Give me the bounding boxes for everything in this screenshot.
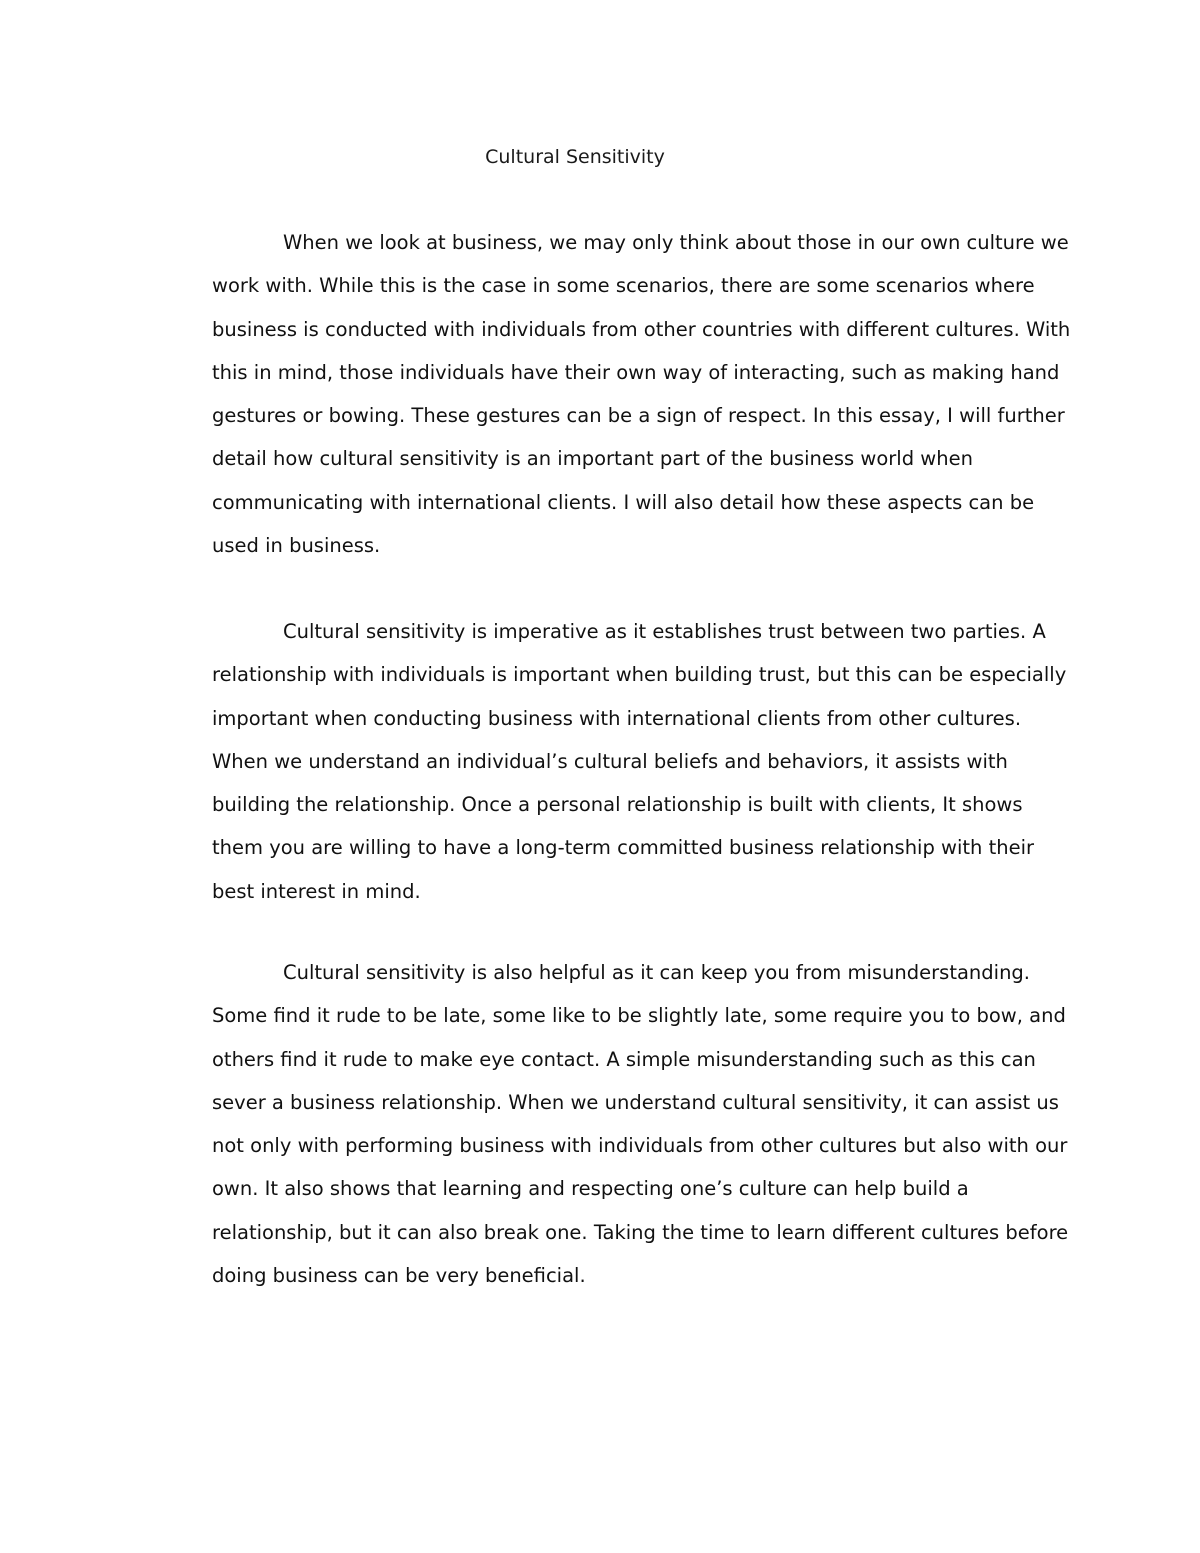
document-title: Cultural Sensitivity [485, 146, 665, 168]
paragraph-misunderstanding: Cultural sensitivity is also helpful as it can keep you from misunderstanding. Some find it rude to be late, some like to be slightly late, some require you to bow, and others find it rude to make eye contact. A simple misunderstanding such as this can sever a business relationship. When we understand cultural sensitivity, it can assist us not only with performing business with individuals from other cultures but also with our own. It also shows that learning and respecting one’s culture can help build a relationship, but it can also break one. Taking the time to learn different cultures before doing business can be very beneficial. [212, 961, 1069, 1288]
paragraph-trust: Cultural sensitivity is imperative as it establishes trust between two parties. A relationship with individuals is important when building trust, but this can be especially important when conducting business with international clients from other cultures. When we understand an individual’s cultural beliefs and behaviors, it assists with building the relationship. Once a personal relationship is built with clients, It shows them you are willing to have a long-term committed business relationship with their best interest in mind. [212, 620, 1067, 903]
paragraph-introduction: When we look at business, we may only think about those in our own culture we work with. While this is the case in some scenarios, there are some scenarios where business is conducted with individuals from other countries with different cultures. With this in mind, those individuals have their own way of interacting, such as making hand gestures or bowing. These gestures can be a sign of respect. In this essay, I will further detail how cultural sensitivity is an important part of the business world when communicating with international clients. I will also detail how these aspects can be used in business. [212, 231, 1071, 558]
